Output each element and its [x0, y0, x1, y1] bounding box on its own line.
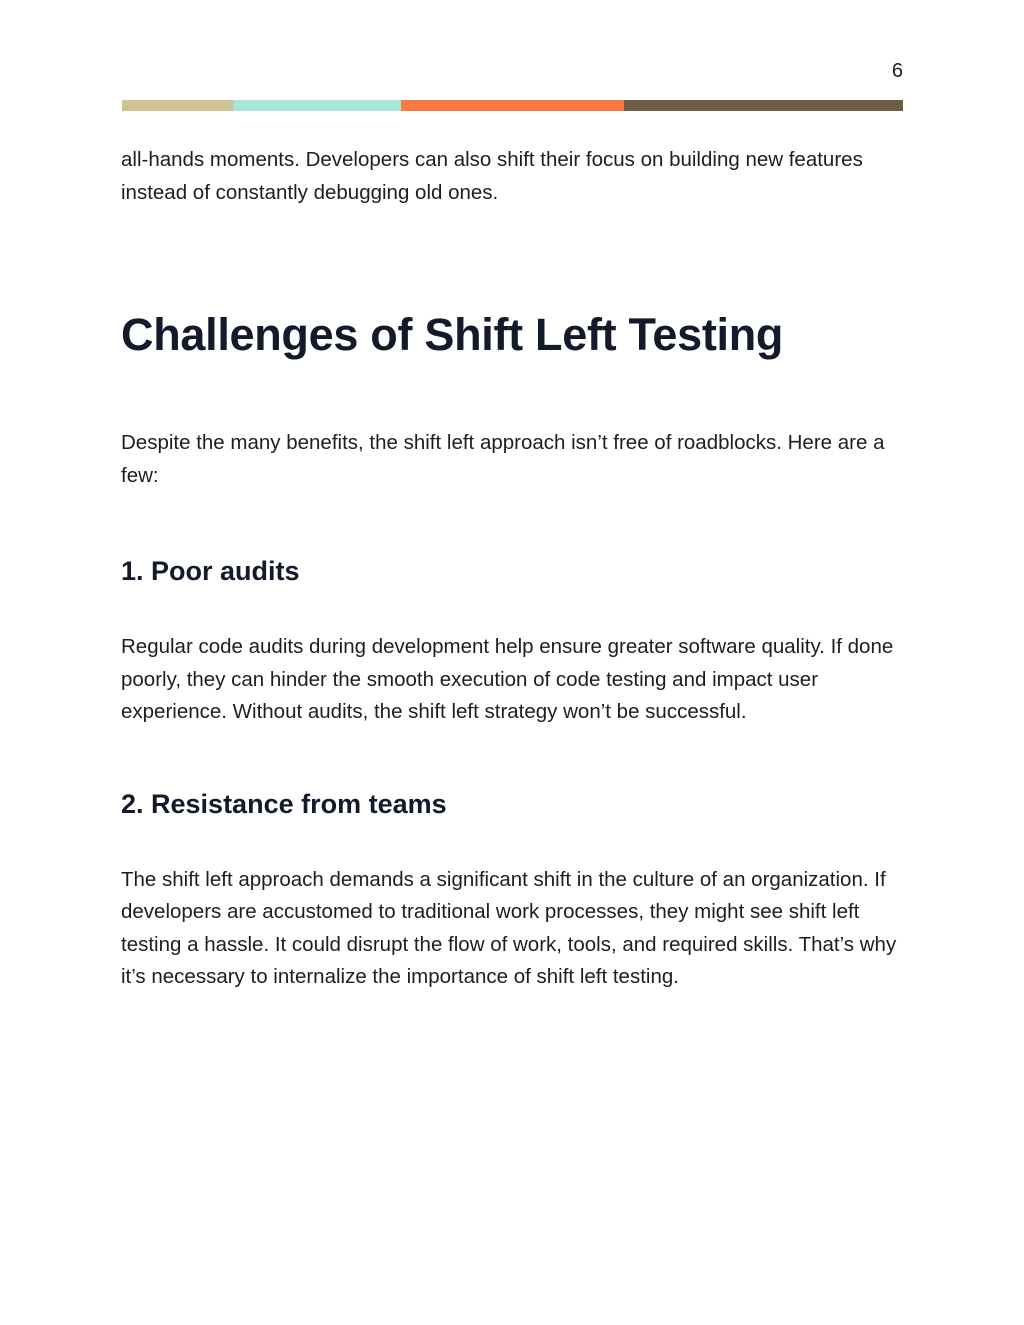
paragraph-resistance-from-teams: The shift left approach demands a significant shift in the culture of an organization. If developers are accustomed to traditional work processes, they might see shift left testing a hassle. It could disrupt the flow of work, tools, and required skills. That’s why it’s necessary to internalize the importance of shift left testing. [121, 867, 897, 988]
page-number: 6 [891, 60, 903, 82]
document-body [121, 144, 911, 994]
color-bar-segment-4 [624, 100, 903, 111]
section-title: Challenges of Shift Left Testing [121, 309, 784, 360]
heading-resistance-from-teams: 2. Resistance from teams [121, 788, 447, 819]
color-bar-segment-1 [122, 100, 233, 111]
color-bar-segment-2 [233, 100, 401, 111]
color-bar-segment-3 [401, 100, 624, 111]
intro-paragraph: all-hands moments. Developers can also shift their focus on building new features instead of constantly debugging old ones. [121, 148, 863, 204]
section-intro-paragraph: Despite the many benefits, the shift left approach isn’t free of roadblocks. Here are a few: [121, 431, 885, 487]
header-color-bar [122, 100, 903, 111]
heading-poor-audits: 1. Poor audits [121, 556, 300, 586]
paragraph-poor-audits: Regular code audits during development help ensure greater software quality. If done poorly, they can hinder the smooth execution of code testing and impact user experience. Without audits, the shift left strategy won’t be successful. [121, 635, 894, 723]
